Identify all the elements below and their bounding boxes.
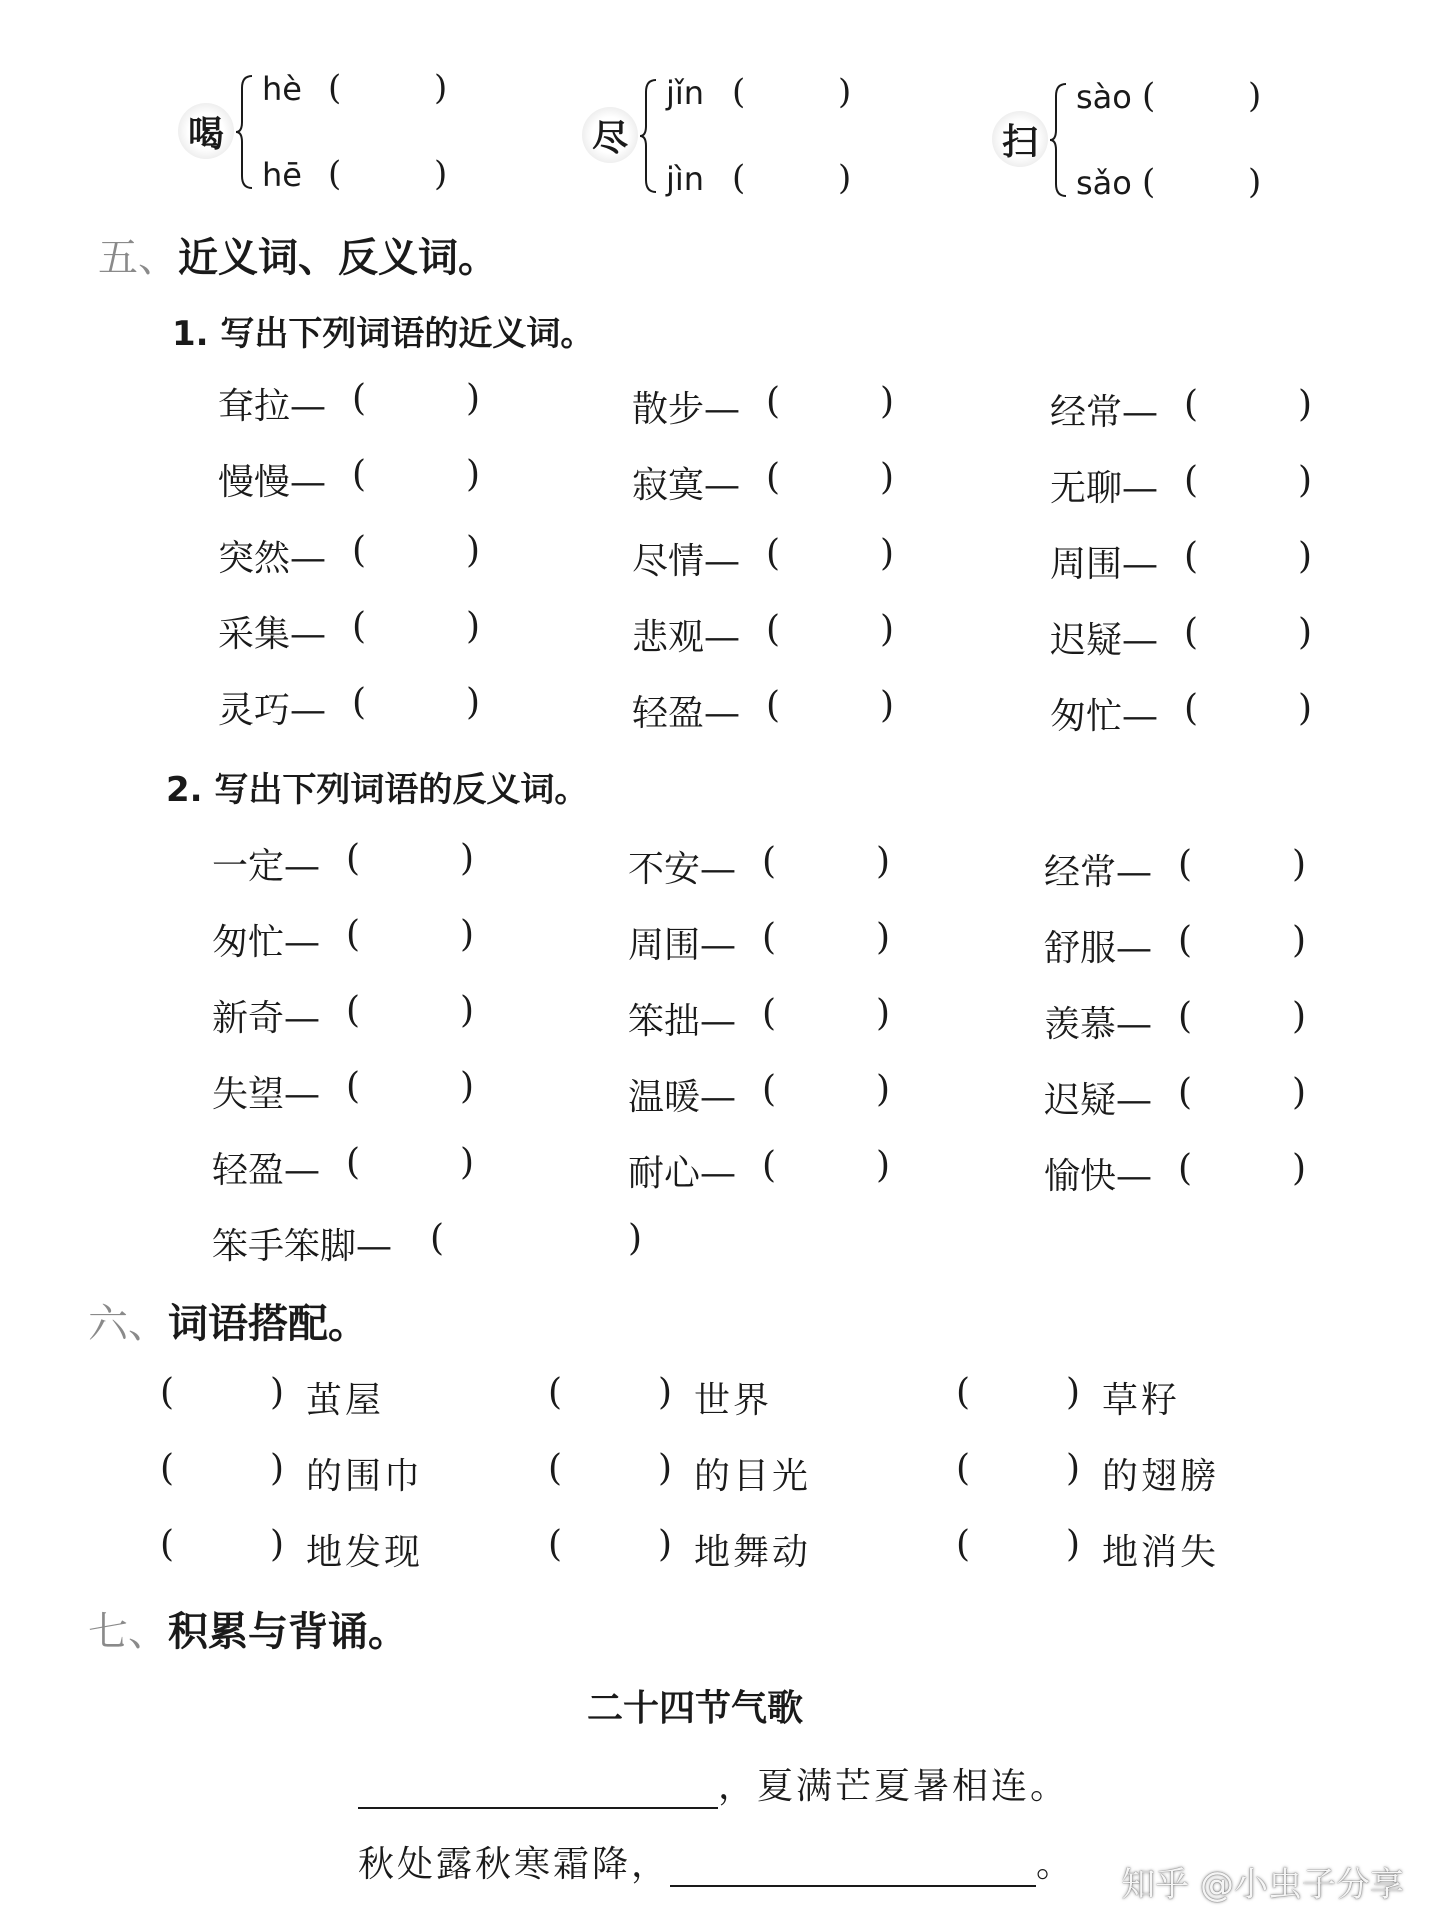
word-label: 一定— (212, 846, 321, 887)
answer-paren-open: ( (346, 1066, 361, 1107)
section-6-heading (88, 1292, 368, 1349)
match-word: 的目光 (694, 1456, 812, 1497)
answer-paren-open: ( (548, 1524, 563, 1565)
answer-paren-close: ) (1292, 920, 1307, 961)
match-word: 的围巾 (306, 1456, 424, 1497)
word-label: 灵巧— (218, 690, 327, 731)
answer-paren-close: ) (880, 609, 895, 650)
section-title: 积累与背诵。 (168, 1608, 408, 1655)
answer-paren-open: ( (1178, 1072, 1193, 1113)
answer-paren-close: ) (876, 993, 891, 1034)
answer-paren-close: ) (1298, 688, 1313, 729)
answer-paren-open: ( (732, 158, 746, 198)
word-label: 周围— (1050, 544, 1159, 585)
synonym-item (218, 682, 538, 732)
answer-paren-open: ( (1142, 76, 1156, 116)
polyphone-group (582, 74, 902, 204)
word-label: 耐心— (628, 1153, 737, 1194)
answer-paren-open: ( (160, 1372, 175, 1413)
poem-title: 二十四节气歌 (586, 1688, 803, 1729)
antonym-item (1044, 1072, 1364, 1122)
answer-paren-open: ( (346, 990, 361, 1031)
answer-paren-open: ( (352, 378, 367, 419)
answer-paren-close: ) (434, 154, 448, 194)
antonym-item (1044, 1148, 1364, 1198)
answer-paren-close: ) (880, 533, 895, 574)
matching-item (160, 1448, 540, 1498)
answer-paren-close: ) (628, 1218, 643, 1259)
answer-paren-close: ) (460, 914, 475, 955)
answer-paren-open: ( (766, 685, 781, 726)
answer-paren-open: ( (1184, 384, 1199, 425)
word-label: 笨手笨脚— (212, 1226, 393, 1267)
answer-paren-open: ( (766, 457, 781, 498)
section-number: 六、 (88, 1301, 168, 1347)
answer-paren-close: ) (466, 530, 481, 571)
answer-paren-open: ( (1184, 688, 1199, 729)
answer-paren-open: ( (430, 1218, 445, 1259)
poem-text: ，夏满芒夏暑相连。 (718, 1766, 1070, 1807)
word-label: 新奇— (212, 998, 321, 1039)
answer-paren-open: ( (766, 381, 781, 422)
answer-paren-close: ) (1066, 1524, 1081, 1565)
brace-icon (640, 78, 658, 194)
synonym-item (218, 530, 538, 580)
antonym-item (212, 990, 532, 1040)
synonym-item (632, 457, 952, 507)
answer-paren-open: ( (352, 682, 367, 723)
answer-paren-close: ) (466, 378, 481, 419)
word-label: 尽情— (632, 541, 741, 582)
answer-paren-close: ) (466, 682, 481, 723)
antonym-item (1044, 996, 1364, 1046)
synonym-item (1050, 688, 1370, 738)
match-word: 草籽 (1102, 1380, 1181, 1421)
synonym-item (1050, 536, 1370, 586)
word-label: 失望— (212, 1074, 321, 1115)
answer-paren-close: ) (466, 454, 481, 495)
word-label: 轻盈— (212, 1150, 321, 1191)
answer-paren-open: ( (160, 1524, 175, 1565)
answer-paren-close: ) (1248, 162, 1262, 202)
answer-paren-open: ( (956, 1372, 971, 1413)
synonym-item (632, 609, 952, 659)
pinyin-reading: jìn (666, 160, 705, 198)
answer-paren-open: ( (766, 533, 781, 574)
answer-paren-close: ) (658, 1372, 673, 1413)
answer-paren-open: ( (762, 1145, 777, 1186)
answer-paren-close: ) (460, 990, 475, 1031)
synonym-item (1050, 612, 1370, 662)
synonyms-subheading: 1. 写出下列词语的近义词。 (172, 314, 595, 354)
answer-paren-open: ( (548, 1372, 563, 1413)
answer-paren-close: ) (1066, 1372, 1081, 1413)
answer-paren-open: ( (1184, 612, 1199, 653)
section-7-heading (88, 1600, 408, 1657)
synonym-item (1050, 460, 1370, 510)
answer-paren-close: ) (434, 68, 448, 108)
pinyin-reading: hē (262, 156, 302, 194)
word-label: 舒服— (1044, 928, 1153, 969)
polyphone-char: 尽 (582, 107, 638, 163)
poem-text: 。 (1036, 1844, 1076, 1885)
matching-item (956, 1372, 1336, 1422)
word-label: 耷拉— (218, 386, 327, 427)
pinyin-reading: jǐn (666, 74, 705, 112)
match-word: 地舞动 (694, 1532, 812, 1573)
word-label: 匆忙— (1050, 696, 1159, 737)
answer-paren-open: ( (1184, 460, 1199, 501)
answer-paren-close: ) (1298, 536, 1313, 577)
answer-paren-close: ) (876, 841, 891, 882)
answer-paren-close: ) (838, 158, 852, 198)
antonym-item (628, 1145, 948, 1195)
word-label: 经常— (1050, 392, 1159, 433)
answer-paren-close: ) (876, 917, 891, 958)
matching-item (548, 1448, 928, 1498)
word-label: 采集— (218, 614, 327, 655)
poem-line-1 (358, 1758, 1069, 1809)
answer-paren-close: ) (460, 1142, 475, 1183)
matching-item (956, 1448, 1336, 1498)
antonym-item (212, 914, 532, 964)
answer-paren-close: ) (460, 1066, 475, 1107)
synonym-item (632, 381, 952, 431)
match-word: 地发现 (306, 1532, 424, 1573)
match-word: 地消失 (1102, 1532, 1220, 1573)
answer-paren-open: ( (346, 838, 361, 879)
answer-paren-close: ) (460, 838, 475, 879)
answer-paren-close: ) (880, 457, 895, 498)
word-label: 散步— (632, 389, 741, 430)
answer-paren-open: ( (328, 154, 342, 194)
answer-paren-close: ) (1298, 612, 1313, 653)
section-5-heading (98, 226, 498, 283)
antonym-item-long (212, 1218, 662, 1268)
word-label: 悲观— (632, 617, 741, 658)
antonym-item (1044, 920, 1364, 970)
polyphone-char: 扫 (992, 111, 1048, 167)
synonym-item (1050, 384, 1370, 434)
section-number: 五、 (98, 235, 178, 281)
section-title: 近义词、反义词。 (178, 234, 498, 281)
brace-icon (1050, 82, 1068, 198)
antonym-item (212, 838, 532, 888)
answer-paren-close: ) (1292, 1072, 1307, 1113)
word-label: 迟疑— (1044, 1080, 1153, 1121)
fill-blank (358, 1769, 718, 1809)
matching-item (548, 1372, 928, 1422)
answer-paren-close: ) (270, 1372, 285, 1413)
matching-item (160, 1372, 540, 1422)
answer-paren-close: ) (1292, 844, 1307, 885)
antonym-item (1044, 844, 1364, 894)
synonym-item (218, 378, 538, 428)
answer-paren-open: ( (762, 841, 777, 882)
synonym-item (218, 606, 538, 656)
match-word: 的翅膀 (1102, 1456, 1220, 1497)
antonym-item (628, 841, 948, 891)
answer-paren-open: ( (328, 68, 342, 108)
answer-paren-close: ) (1298, 384, 1313, 425)
word-label: 突然— (218, 538, 327, 579)
answer-paren-close: ) (880, 381, 895, 422)
word-label: 迟疑— (1050, 620, 1159, 661)
answer-paren-open: ( (352, 530, 367, 571)
answer-paren-close: ) (1298, 460, 1313, 501)
synonym-item (632, 533, 952, 583)
poem-line-2 (358, 1836, 1075, 1887)
answer-paren-open: ( (956, 1448, 971, 1489)
answer-paren-open: ( (762, 917, 777, 958)
matching-item (160, 1524, 540, 1574)
answer-paren-open: ( (352, 454, 367, 495)
answer-paren-open: ( (1178, 844, 1193, 885)
match-word: 茧屋 (306, 1380, 385, 1421)
word-label: 羡慕— (1044, 1004, 1153, 1045)
word-label: 匆忙— (212, 922, 321, 963)
answer-paren-open: ( (956, 1524, 971, 1565)
answer-paren-open: ( (346, 914, 361, 955)
answer-paren-close: ) (1066, 1448, 1081, 1489)
pinyin-reading: hè (262, 70, 302, 108)
antonym-item (212, 1142, 532, 1192)
section-title: 词语搭配。 (168, 1300, 368, 1347)
answer-paren-open: ( (1142, 162, 1156, 202)
answer-paren-close: ) (1292, 996, 1307, 1037)
polyphone-group (178, 70, 498, 200)
word-label: 温暖— (628, 1077, 737, 1118)
word-label: 周围— (628, 925, 737, 966)
answer-paren-open: ( (1178, 996, 1193, 1037)
watermark: 知乎 @小虫子分享 (1121, 1865, 1404, 1905)
matching-item (548, 1524, 928, 1574)
antonym-item (628, 993, 948, 1043)
word-label: 愉快— (1044, 1156, 1153, 1197)
matching-item (956, 1524, 1336, 1574)
answer-paren-open: ( (762, 993, 777, 1034)
poem-text: 秋处露秋寒霜降， (358, 1844, 671, 1885)
answer-paren-open: ( (346, 1142, 361, 1183)
word-label: 经常— (1044, 852, 1153, 893)
section-number: 七、 (88, 1609, 168, 1655)
antonyms-subheading: 2. 写出下列词语的反义词。 (166, 770, 589, 810)
brace-icon (236, 74, 254, 190)
answer-paren-open: ( (160, 1448, 175, 1489)
answer-paren-open: ( (548, 1448, 563, 1489)
word-label: 不安— (628, 849, 737, 890)
polyphone-char: 喝 (178, 103, 234, 159)
answer-paren-open: ( (1178, 1148, 1193, 1189)
word-label: 轻盈— (632, 693, 741, 734)
word-label: 慢慢— (218, 462, 327, 503)
answer-paren-open: ( (766, 609, 781, 650)
pinyin-reading: sào (1076, 78, 1132, 116)
answer-paren-close: ) (658, 1448, 673, 1489)
answer-paren-close: ) (270, 1524, 285, 1565)
answer-paren-close: ) (1248, 76, 1262, 116)
answer-paren-close: ) (1292, 1148, 1307, 1189)
answer-paren-close: ) (876, 1145, 891, 1186)
answer-paren-open: ( (762, 1069, 777, 1110)
pinyin-reading: sǎo (1076, 164, 1132, 202)
answer-paren-open: ( (1178, 920, 1193, 961)
word-label: 寂寞— (632, 465, 741, 506)
word-label: 无聊— (1050, 468, 1159, 509)
answer-paren-close: ) (880, 685, 895, 726)
answer-paren-close: ) (270, 1448, 285, 1489)
answer-paren-close: ) (466, 606, 481, 647)
answer-paren-open: ( (1184, 536, 1199, 577)
word-label: 笨拙— (628, 1001, 737, 1042)
answer-paren-close: ) (658, 1524, 673, 1565)
answer-paren-open: ( (352, 606, 367, 647)
answer-paren-close: ) (838, 72, 852, 112)
antonym-item (628, 1069, 948, 1119)
synonym-item (218, 454, 538, 504)
fill-blank (670, 1847, 1036, 1887)
polyphone-group (992, 78, 1312, 208)
answer-paren-close: ) (876, 1069, 891, 1110)
synonym-item (632, 685, 952, 735)
antonym-item (212, 1066, 532, 1116)
antonym-item (628, 917, 948, 967)
answer-paren-open: ( (732, 72, 746, 112)
match-word: 世界 (694, 1380, 773, 1421)
